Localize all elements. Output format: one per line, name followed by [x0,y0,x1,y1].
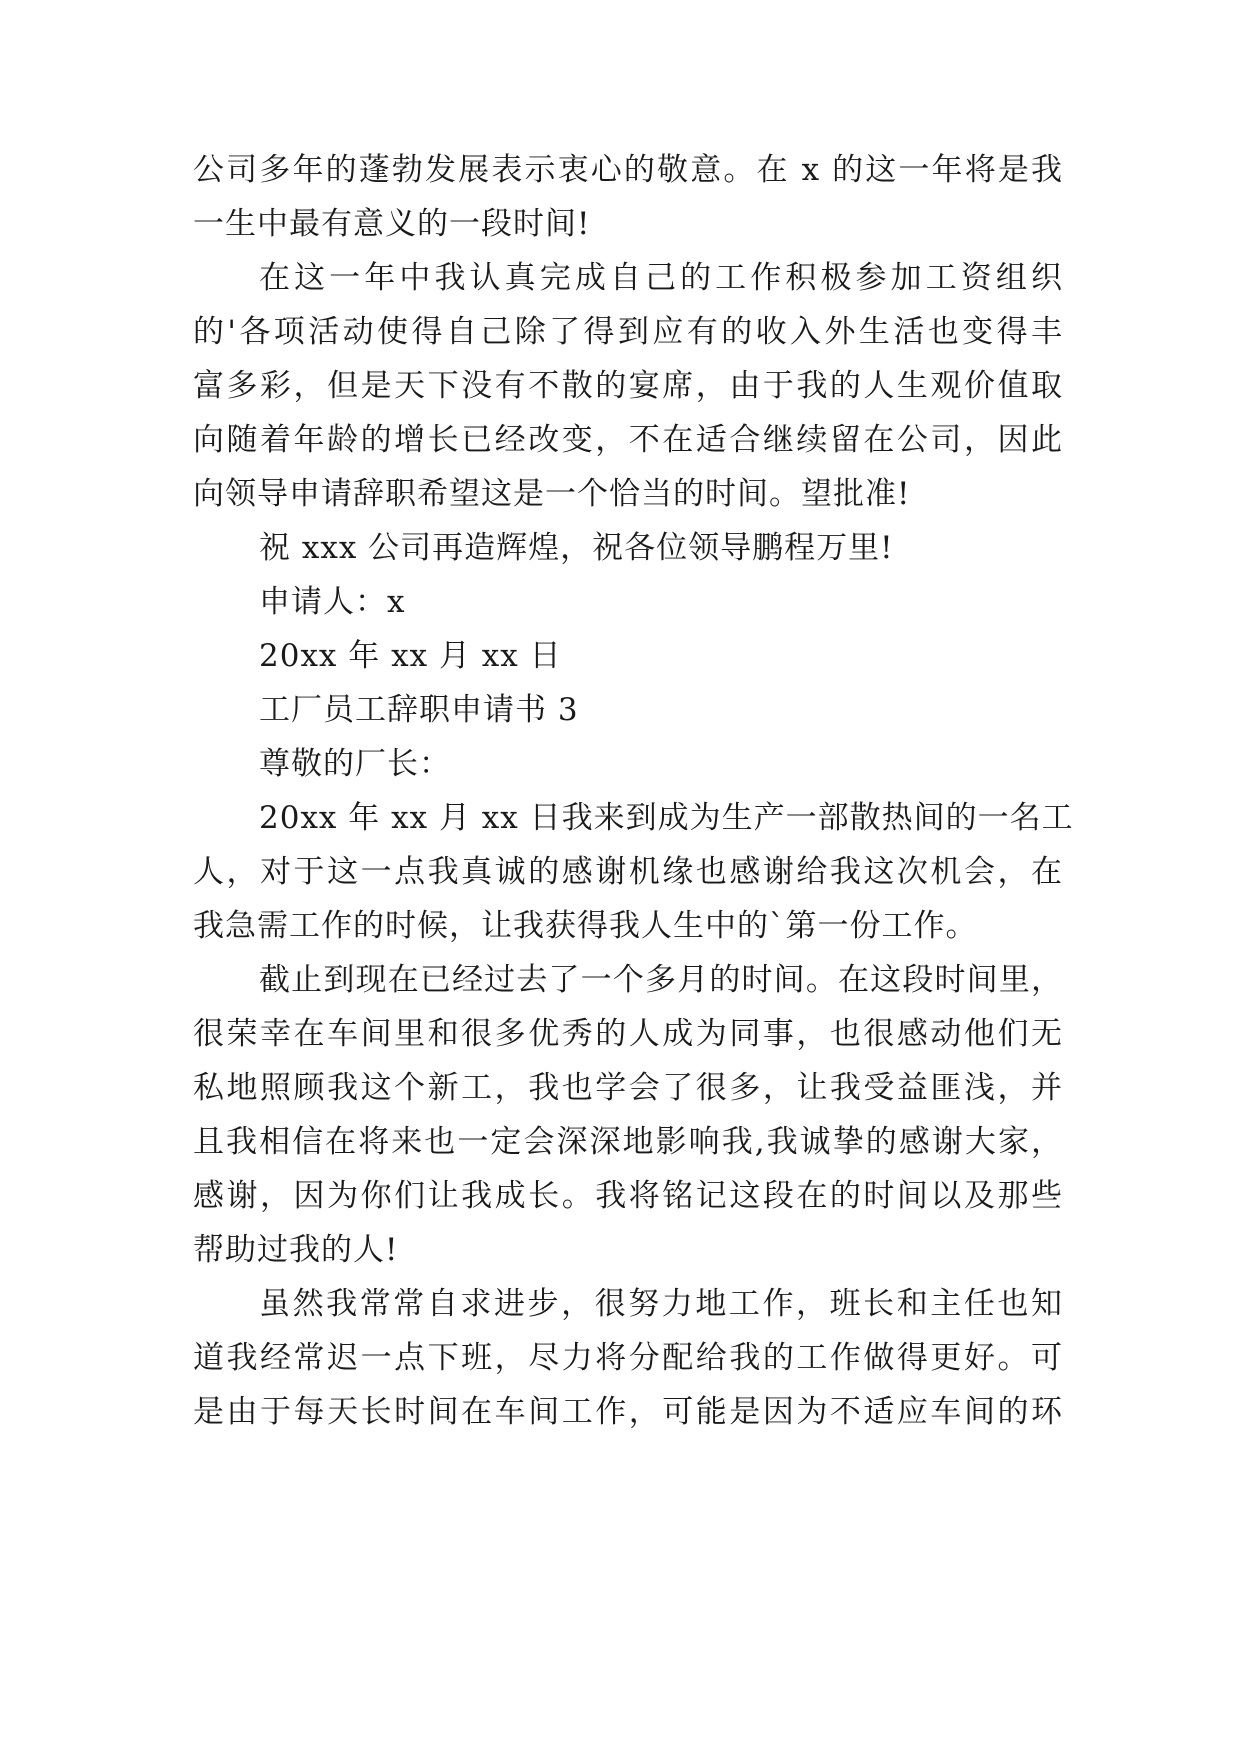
text-line: 且我相信在将来也一定会深深地影响我,我诚挚的感谢大家， [193,1124,1063,1160]
text-line: 很荣幸在车间里和很多优秀的人成为同事，也很感动他们无 [193,1016,1063,1052]
text-line: 私地照顾我这个新工，我也学会了很多，让我受益匪浅，并 [193,1070,1063,1106]
text-line: 在这一年中我认真完成自己的工作积极参加工资组织 [259,260,1063,296]
text-line: 富多彩，但是天下没有不散的宴席，由于我的人生观价值取 [193,368,1063,404]
text-line: 一生中最有意义的一段时间! [193,206,591,242]
text-line: 我急需工作的时候，让我获得我人生中的`第一份工作。 [193,908,978,944]
text-line: 向随着年龄的增长已经改变，不在适合继续留在公司，因此 [193,422,1063,458]
text-line: 是由于每天长时间在车间工作，可能是因为不适应车间的环 [193,1394,1063,1430]
text-line: 申请人：x [259,584,406,620]
text-line: 祝 xxx 公司再造辉煌，祝各位领导鹏程万里! [259,530,894,566]
text-line: 截止到现在已经过去了一个多月的时间。在这段时间里， [259,962,1063,998]
salutation: 尊敬的厂长： [259,746,451,782]
text-line: 帮助过我的人! [193,1232,399,1268]
text-line: 人，对于这一点我真诚的感谢机缘也感谢给我这次机会，在 [193,854,1063,890]
document-heading: 工厂员工辞职申请书 3 [259,692,579,728]
text-line: 20xx 年 xx 月 xx 日 [259,638,562,674]
text-line: 虽然我常常自求进步，很努力地工作，班长和主任也知 [259,1286,1063,1322]
text-line: 道我经常迟一点下班，尽力将分配给我的工作做得更好。可 [193,1340,1063,1376]
text-line: 20xx 年 xx 月 xx 日我来到成为生产一部散热间的一名工 [259,800,1074,836]
text-line: 向领导申请辞职希望这是一个恰当的时间。望批准! [193,476,911,512]
text-line: 公司多年的蓬勃发展表示衷心的敬意。在 x 的这一年将是我 [193,152,1063,188]
text-line: 感谢，因为你们让我成长。我将铭记这段在的时间以及那些 [193,1178,1063,1214]
text-line: 的'各项活动使得自己除了得到应有的收入外生活也变得丰 [193,314,1063,350]
